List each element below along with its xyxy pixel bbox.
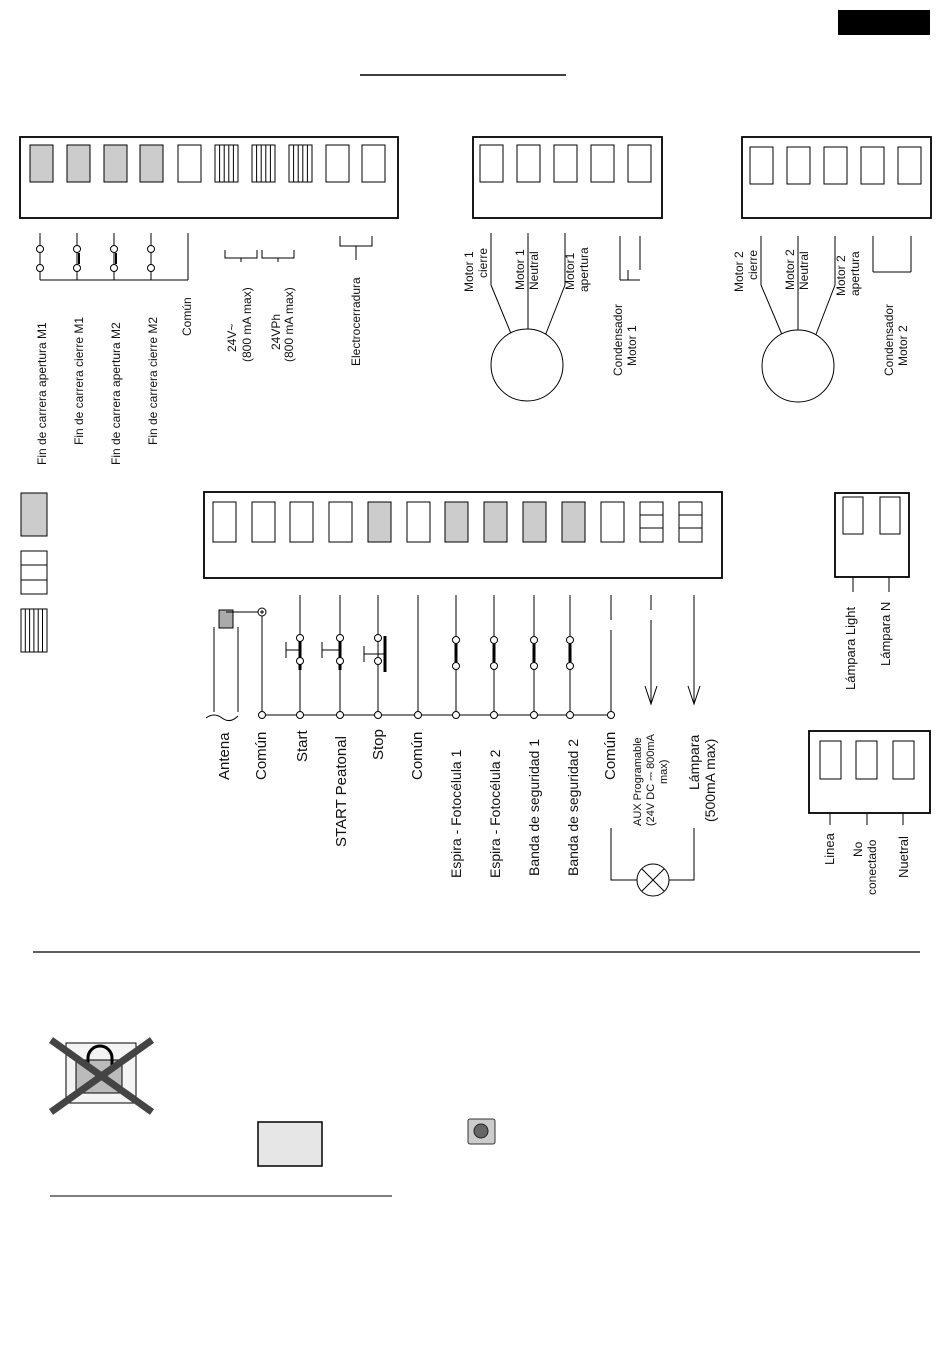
- push-button-icon: [468, 1119, 495, 1144]
- display-box: [258, 1122, 322, 1166]
- supply-brackets: [225, 236, 372, 262]
- terminal-block-inputs: [204, 492, 722, 578]
- header-black-tab: [838, 10, 930, 35]
- terminal-block-motor2: [742, 137, 931, 218]
- label-motor2-close-a: Motor 2: [732, 251, 746, 292]
- label-limit-close-m2: Fin de carrera cierre M2: [146, 316, 160, 445]
- label-motor1-close-a: Motor 1: [462, 251, 476, 292]
- label-motor2-open-b: apertura: [848, 251, 862, 296]
- label-electric-lock: Electrocerradura: [349, 277, 363, 366]
- label-24v-ac-max: (800 mA max): [240, 287, 254, 362]
- label-motor1-neutral-b: Neutral: [527, 251, 541, 290]
- label-photocell-2: Espira - Fotocélula 2: [487, 749, 503, 878]
- label-lamp-a: Lámpara: [686, 734, 702, 790]
- label-limit-open-m1: Fin de carrera apertura M1: [35, 322, 49, 465]
- label-motor1-neutral-a: Motor 1: [513, 249, 527, 290]
- terminal-vstripe: [215, 145, 312, 182]
- label-24vph-max: (800 mA max): [282, 287, 296, 362]
- limit-switch-wiring: [37, 233, 189, 280]
- terminal-block-lamp: [835, 493, 909, 592]
- terminal-block-power: [809, 731, 930, 825]
- motor1-icon: [491, 329, 563, 401]
- label-safety-edge-1: Banda de seguridad 1: [526, 739, 542, 876]
- antenna-cable-icon: [206, 608, 266, 721]
- label-motor1-open-a: Motor1: [563, 252, 577, 290]
- label-common-top: Común: [180, 297, 194, 336]
- label-not-connected-a: No: [851, 841, 865, 857]
- label-aux-b: (24V DC ⎓ 800mA: [645, 734, 657, 826]
- terminal-block-limit-switches: [20, 137, 398, 218]
- label-motor2-close-b: cierre: [746, 249, 760, 280]
- label-common-2: Común: [409, 731, 426, 780]
- label-motor2-capacitor-b: Motor 2: [896, 325, 910, 366]
- label-start-pedestrian: START Peatonal: [333, 736, 350, 847]
- label-lamp-n: Lámpara N: [878, 601, 893, 666]
- label-safety-edge-2: Banda de seguridad 2: [565, 739, 581, 876]
- legend: [21, 493, 47, 652]
- label-lamp-b: (500mA max): [702, 738, 718, 822]
- label-photocell-1: Espira - Fotocélula 1: [448, 749, 464, 878]
- label-24v-ac: 24V~: [225, 323, 239, 352]
- motor2-icon: [762, 330, 834, 402]
- label-start: Start: [294, 730, 311, 762]
- label-antenna: Antena: [216, 732, 233, 780]
- label-motor1-capacitor-a: Condensador: [611, 303, 625, 376]
- label-lamp-light: Lámpara Light: [843, 606, 858, 690]
- label-aux-c: max): [658, 759, 670, 784]
- label-motor2-neutral-b: Neutral: [797, 251, 811, 290]
- label-motor1-close-b: cierre: [476, 247, 490, 278]
- label-common-3: Común: [602, 731, 619, 780]
- label-motor1-open-b: apertura: [577, 247, 591, 292]
- label-motor2-open-a: Motor 2: [834, 255, 848, 296]
- label-motor1-capacitor-b: Motor 1: [625, 325, 639, 366]
- label-limit-close-m1: Fin de carrera cierre M1: [72, 316, 86, 445]
- label-motor2-neutral-a: Motor 2: [783, 249, 797, 290]
- label-aux-a: AUX Programable: [632, 737, 644, 826]
- crossed-out-jumper-icon: [51, 1040, 152, 1112]
- label-24vph: 24VPh: [269, 313, 283, 350]
- label-common-1: Común: [253, 731, 270, 780]
- label-line: Linea: [822, 833, 837, 865]
- label-not-connected-b: conectado: [865, 839, 879, 895]
- label-neutral: Nuetral: [896, 836, 911, 878]
- label-limit-open-m2: Fin de carrera apertura M2: [109, 322, 123, 465]
- label-stop: Stop: [370, 729, 387, 760]
- terminal-block-motor1: [473, 137, 662, 218]
- label-motor2-capacitor-a: Condensador: [882, 303, 896, 376]
